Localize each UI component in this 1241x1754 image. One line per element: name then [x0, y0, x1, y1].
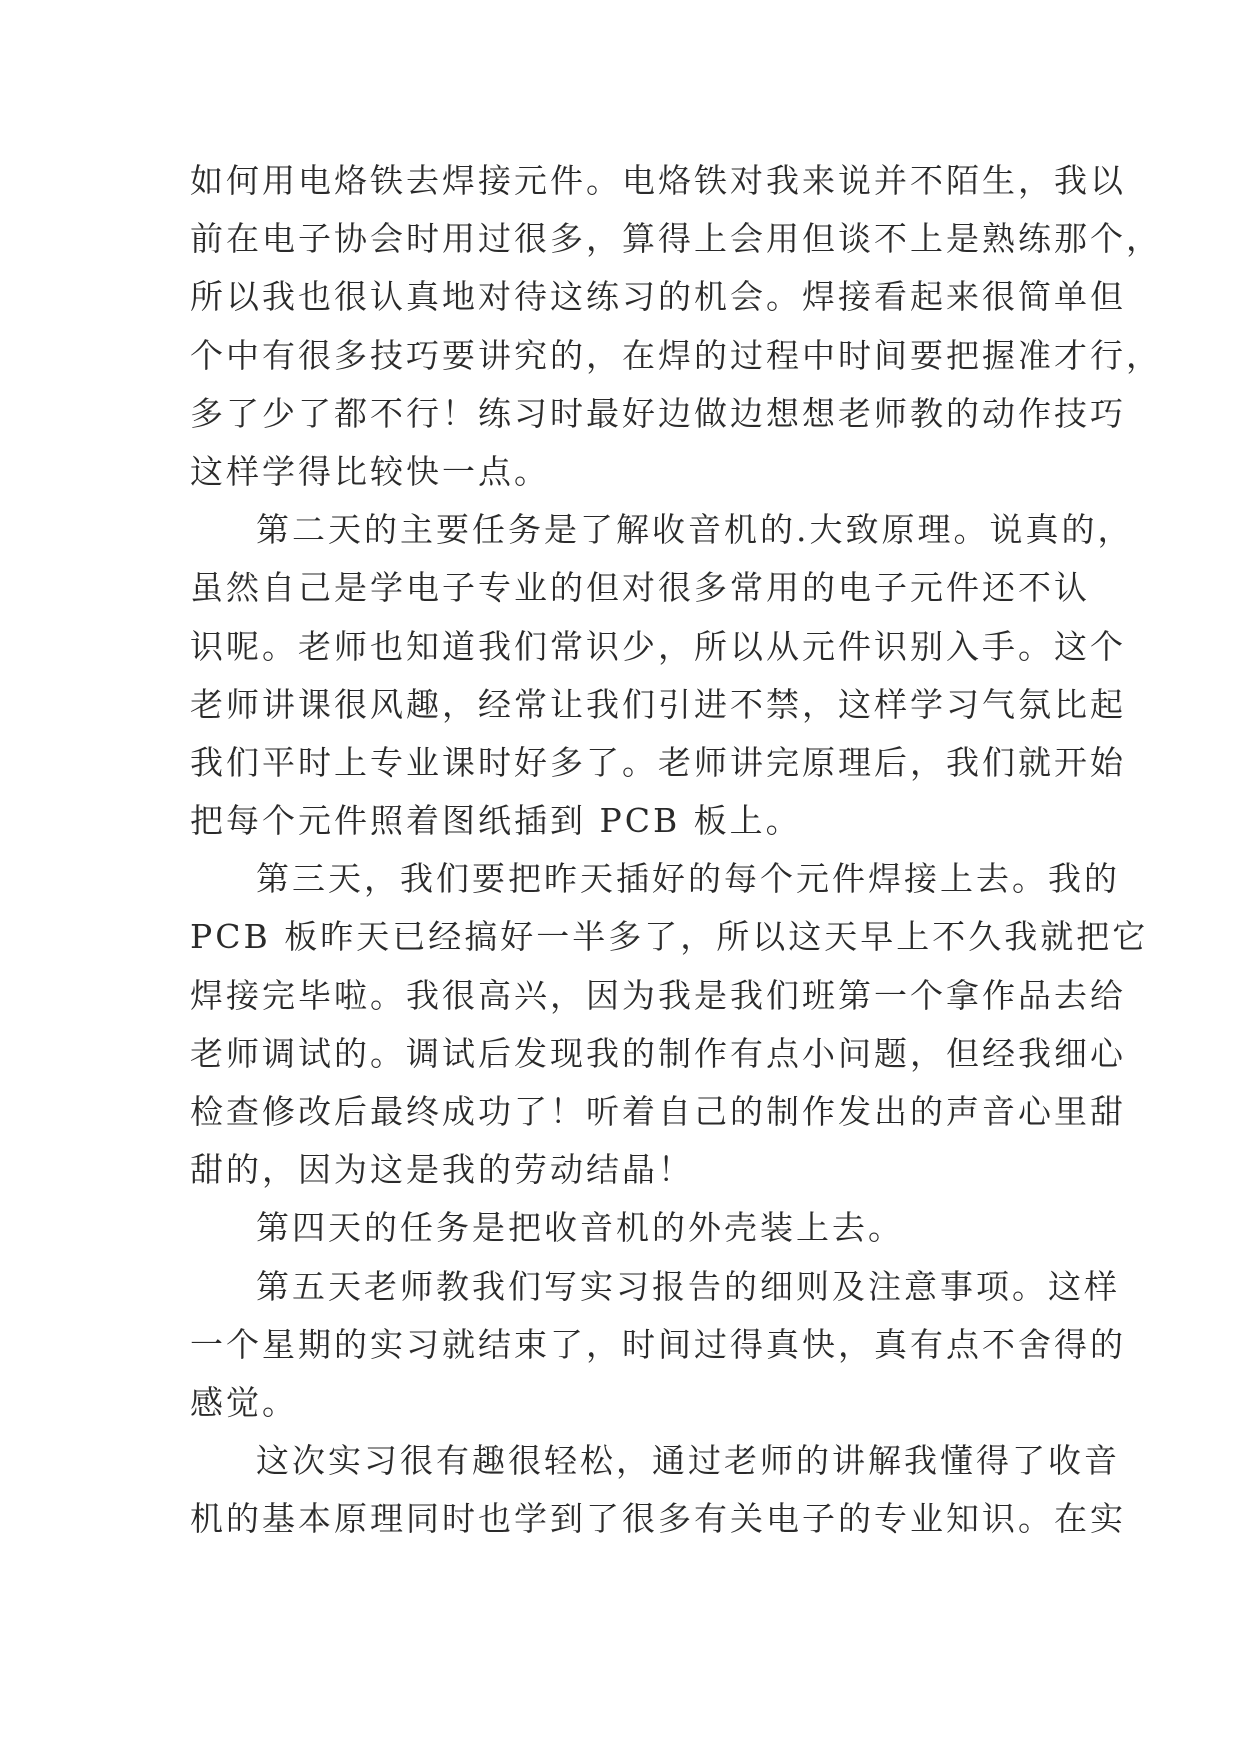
text-line: 把每个元件照着图纸插到 PCB 板上。 [190, 801, 802, 841]
text-line: 个中有很多技巧要讲究的，在焊的过程中时间要把握准才行， [190, 335, 1162, 375]
document-body [190, 152, 1162, 1549]
paragraph-first-line: 第四天的任务是把收音机的外壳装上去。 [256, 1208, 904, 1248]
paragraph-first-line: 第三天，我们要把昨天插好的每个元件焊接上去。我的 [256, 859, 1120, 899]
text-line: 如何用电烙铁去焊接元件。电烙铁对我来说并不陌生，我以 [190, 161, 1126, 200]
text-line: 识呢。老师也知道我们常识少，所以从元件识别入手。这个 [190, 626, 1126, 666]
text-line: 焊接完毕啦。我很高兴，因为我是我们班第一个拿作品去给 [190, 975, 1126, 1015]
text-line: 老师讲课很风趣，经常让我们引进不禁，这样学习气氛比起 [190, 684, 1126, 724]
paragraph-first-line: 第二天的主要任务是了解收音机的.大致原理。说真的， [256, 510, 1134, 550]
text-line: 前在电子协会时用过很多，算得上会用但谈不上是熟练那个， [190, 219, 1162, 259]
text-line: 虽然自己是学电子专业的但对很多常用的电子元件还不认 [190, 568, 1090, 608]
text-line: 老师调试的。调试后发现我的制作有点小问题，但经我细心 [190, 1033, 1126, 1073]
text-line: 检查修改后最终成功了！听着自己的制作发出的声音心里甜 [190, 1092, 1126, 1131]
text-line: PCB 板昨天已经搞好一半多了，所以这天早上不久我就把它 [190, 917, 1149, 957]
text-line: 一个星期的实习就结束了，时间过得真快，真有点不舍得的 [190, 1324, 1126, 1364]
text-line: 感觉。 [190, 1382, 298, 1422]
text-line: 这样学得比较快一点。 [190, 451, 550, 491]
text-line: 多了少了都不行！练习时最好边做边想想老师教的动作技巧 [190, 393, 1126, 433]
paragraph-first-line: 第五天老师教我们写实习报告的细则及注意事项。这样 [256, 1266, 1120, 1306]
text-line: 我们平时上专业课时好多了。老师讲完原理后，我们就开始 [190, 742, 1126, 782]
text-line: 机的基本原理同时也学到了很多有关电子的专业知识。在实 [190, 1499, 1126, 1539]
paragraph-first-line: 这次实习很有趣很轻松，通过老师的讲解我懂得了收音 [256, 1441, 1120, 1481]
text-line: 所以我也很认真地对待这练习的机会。焊接看起来很简单但 [190, 277, 1126, 317]
text-line: 甜的，因为这是我的劳动结晶！ [190, 1150, 694, 1190]
